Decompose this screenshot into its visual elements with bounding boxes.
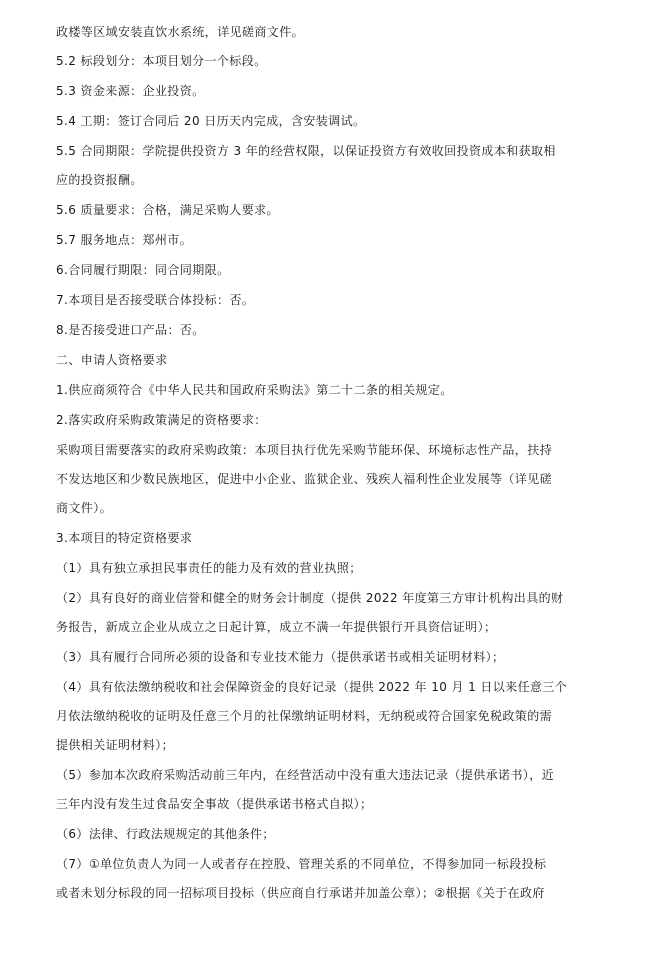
text-line: 月依法缴纳税收的证明及任意三个月的社保缴纳证明材料，无纳税或符合国家免税政策的需 — [56, 709, 553, 723]
document-page — [56, 25, 596, 916]
requirement-item-6: （6）法律、行政法规规定的其他条件； — [56, 827, 275, 841]
text-line: 应的投资报酬。 — [56, 173, 143, 187]
section-7: 7.本项目是否接受联合体投标：否。 — [56, 293, 255, 307]
text-line: 三年内没有发生过食品安全事故（提供承诺书格式自拟）； — [56, 797, 373, 811]
section-5-7: 5.7 服务地点：郑州市。 — [56, 233, 193, 247]
section-5-3: 5.3 资金来源：企业投资。 — [56, 84, 205, 98]
section-8: 8.是否接受进口产品：否。 — [56, 323, 205, 337]
requirement-3: 3.本项目的特定资格要求 — [56, 531, 193, 545]
requirement-item-4: （4）具有依法缴纳税收和社会保障资金的良好记录（提供 2022 年 10 月 1 日以来任意三个 — [56, 680, 568, 694]
requirement-item-3: （3）具有履行合同所必须的设备和专业技术能力（提供承诺书或相关证明材料）； — [56, 650, 505, 664]
requirement-2: 2.落实政府采购政策满足的资格要求： — [56, 413, 267, 427]
requirement-item-2: （2）具有良好的商业信誉和健全的财务会计制度（提供 2022 年度第三方审计机构出具的财 — [56, 591, 564, 605]
requirement-1: 1.供应商须符合《中华人民共和国政府采购法》第二十二条的相关规定。 — [56, 383, 453, 397]
section-6: 6.合同履行期限：同合同期限。 — [56, 263, 230, 277]
requirement-item-7: （7）①单位负责人为同一人或者存在控股、管理关系的不同单位，不得参加同一标段投标 — [56, 857, 547, 871]
section-5-6: 5.6 质量要求：合格，满足采购人要求。 — [56, 203, 279, 217]
text-line: 不发达地区和少数民族地区，促进中小企业、监狱企业、残疾人福利性企业发展等（详见磋 — [56, 472, 553, 486]
text-line: 提供相关证明材料）； — [56, 738, 175, 752]
section-5-4: 5.4 工期：签订合同后 20 日历天内完成，含安装调试。 — [56, 114, 366, 128]
section-5-5: 5.5 合同期限：学院提供投资方 3 年的经营权限，以保证投资方有效收回投资成本和获取相 — [56, 144, 556, 158]
text-line: 务报告，新成立企业从成立之日起计算，成立不满一年提供银行开具资信证明）； — [56, 620, 497, 634]
text-line: 政楼等区域安装直饮水系统，详见磋商文件。 — [56, 25, 305, 39]
text-line: 采购项目需要落实的政府采购政策：本项目执行优先采购节能环保、环境标志性产品，扶持 — [56, 443, 553, 457]
requirement-item-1: （1）具有独立承担民事责任的能力及有效的营业执照； — [56, 561, 362, 575]
requirement-item-5: （5）参加本次政府采购活动前三年内，在经营活动中没有重大违法记录（提供承诺书），近 — [56, 768, 555, 782]
text-line: 或者未划分标段的同一招标项目投标（供应商自行承诺并加盖公章）；②根据《关于在政府 — [56, 886, 545, 900]
section-heading: 二、申请人资格要求 — [56, 353, 168, 367]
text-line: 商文件）。 — [56, 501, 113, 515]
section-5-2: 5.2 标段划分：本项目划分一个标段。 — [56, 54, 267, 68]
